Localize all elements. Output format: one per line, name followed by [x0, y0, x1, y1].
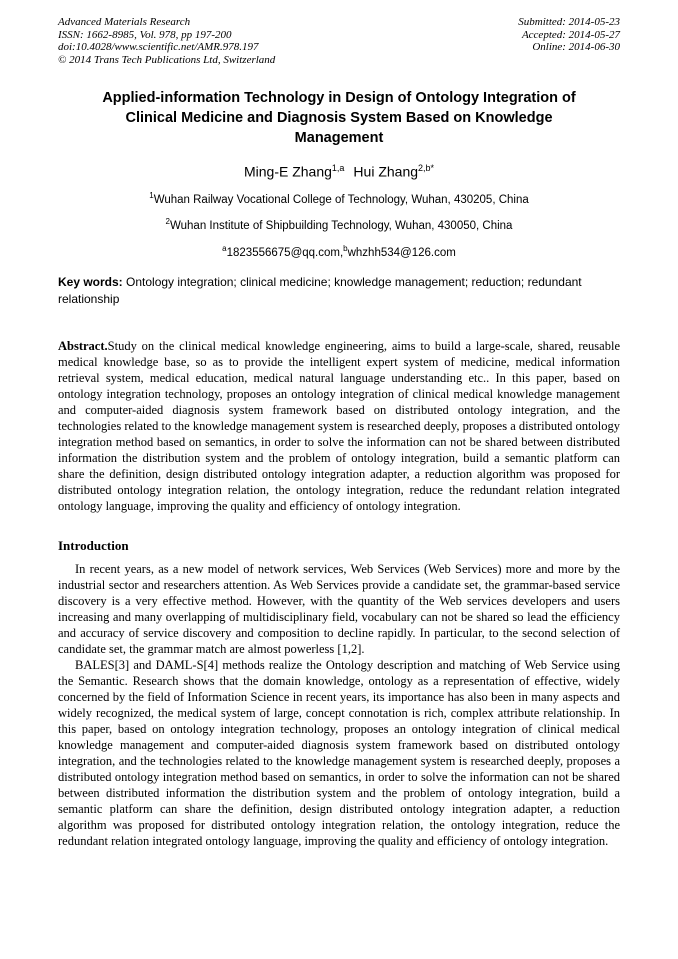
- keywords-line: [58, 274, 620, 308]
- affiliation-line-2: [58, 214, 620, 234]
- affiliation-line-1: [58, 188, 620, 208]
- email-address-2: whzhh534@126.com: [347, 247, 456, 260]
- section-heading-introduction: Introduction: [58, 538, 129, 554]
- journal-issn: ISSN: 1662-8985, Vol. 978, pp 197-200: [58, 28, 232, 41]
- keywords-label: Key words:: [58, 275, 123, 290]
- author-superscript-2: 2,b*: [418, 163, 435, 173]
- intro-paragraph-1: In recent years, as a new model of network services, Web Services (Web Services) more and more by the industrial sector and researchers attention. As Web Services provide a candidate set, the grammar-based service discovery is a very effective method. However, with the quantity of the Web services developers and users increasing and many overlapping of multidisciplinary field, vocabulary can not be shared so lead the efficiency and accuracy of service discovery and composition to decline rapidly. In particular, to the second selection of candidate set, the grammar match are almost powerless [1,2].: [58, 562, 620, 657]
- accepted-date: Accepted: 2014-05-27: [521, 28, 620, 41]
- email-superscript-b: b: [343, 244, 348, 254]
- email-line: [58, 241, 620, 261]
- author-name-1: Ming-E Zhang: [243, 163, 332, 180]
- journal-header: [58, 16, 620, 66]
- keywords-text: Ontology integration; clinical medicine; knowledge management; reduction; redundant relationship: [58, 275, 582, 307]
- author-name-2: Hui Zhang: [353, 163, 419, 180]
- affiliation-superscript-1: 1: [149, 190, 154, 200]
- abstract-text: Study on the clinical medical knowledge engineering, aims to build a large-scale, shared, reusable medical knowledge base, so as to provide the intelligent expert system of medicine, medical information retrieval system, medical education, medical natural language understanding etc.. In this paper, based on ontology integration technology, proposes an ontology integration of clinical medical knowledge management and computer-aided diagnosis system framework based on distributed ontology integration, and the technologies related to the knowledge management system is researched deeply, proposes a distributed ontology integration method based on semantics, in order to solve the information can not be shared between distributed information the distribution system and the problem of ontology integration, build a semantic platform can share the definition, design distributed ontology integration adapter, a reduction algorithm was proposed for distributed ontology integration relation, the ontology integration, reduce the redundant relation integrated ontology language, improving the quality and efficiency of ontology integration.: [58, 339, 620, 514]
- abstract-paragraph: [58, 338, 620, 514]
- online-date: Online: 2014-06-30: [532, 41, 620, 53]
- journal-name: Advanced Materials Research: [58, 16, 191, 28]
- intro-paragraph-2: BALES[3] and DAML-S[4] methods realize the Ontology description and matching of Web Service using the Semantic. Research shows that the domain knowledge, ontology as a representation of effective, widely concerned by the field of Information Science in recent years, its importance has also been in many aspects and widely recognized, the medical system of large, concept connotation is rich, complex attribute relationship. In this paper, based on ontology integration technology, proposes an ontology integration of clinical medical knowledge management and computer-aided diagnosis system framework based on distributed ontology integration, and the technologies related to the knowledge management system is researched deeply, proposes a distributed ontology integration method based on semantics, in order to solve the information can not be shared between distributed information the distribution system and the problem of ontology integration, build a semantic platform can share the definition, design distributed ontology integration adapter, a reduction algorithm was proposed for distributed ontology integration relation, the ontology integration, reduce the redundant relation integrated ontology language, improving the quality and efficiency of ontology integration.: [58, 658, 620, 849]
- affiliation-text-1: Wuhan Railway Vocational College of Technology, Wuhan, 430205, China: [153, 193, 529, 206]
- abstract-label: Abstract.: [58, 339, 108, 354]
- affiliation-superscript-2: 2: [165, 217, 170, 227]
- author-superscript-1: 1,a: [331, 163, 345, 173]
- email-superscript-a: a: [222, 244, 227, 254]
- affiliation-text-2: Wuhan Institute of Shipbuilding Technology, Wuhan, 430050, China: [169, 220, 513, 233]
- paper-title: Applied-information Technology in Design of Ontology Integration of Clinical Medicine and Diagnosis System Based on Knowledge Management: [102, 90, 576, 146]
- journal-copyright: © 2014 Trans Tech Publications Ltd, Switzerland: [58, 53, 276, 66]
- submission-dates: [518, 16, 620, 66]
- authors-line: [58, 159, 620, 181]
- journal-info: [58, 16, 275, 66]
- submitted-date: Submitted: 2014-05-23: [518, 16, 620, 28]
- email-address-1: 1823556675@qq.com,: [226, 247, 344, 260]
- journal-doi: doi:10.4028/www.scientific.net/AMR.978.197: [58, 41, 259, 53]
